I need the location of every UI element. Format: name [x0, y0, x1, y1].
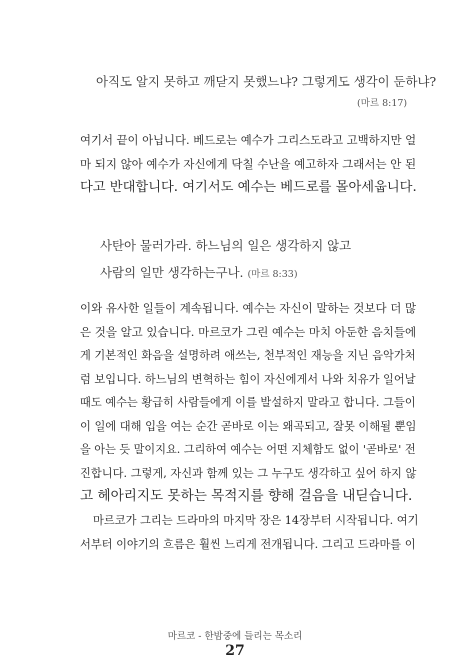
paragraph-line: 서부터 이야기의 흐름은 훨씬 느리게 전개됩니다. 그리고 드라마를 이	[80, 537, 416, 551]
quote-block-2-line-1	[100, 236, 351, 254]
paragraph-line: 은 것을 알고 있습니다. 마르코가 그린 예수는 마치 아둔한 음치들에	[80, 324, 417, 339]
paragraph-line: 마 되지 않아 예수가 자신에게 닥칠 수난을 예고하자 그래서는 안 된	[80, 156, 417, 171]
paragraph-line: 이 일에 대해 입을 여는 순간 곧바로 이는 왜곡되고, 잘못 이해될 뿐임	[80, 419, 417, 433]
paragraph-line: 럼 보입니다. 하느님의 변혁하는 힘이 자신에게서 나와 치유가 일어날	[80, 372, 416, 386]
paragraph-3	[80, 509, 418, 556]
paragraph-line: 고 헤아리지도 못하는 목적지를 향해 걸음을 내딛습니다.	[80, 488, 413, 504]
paragraph-line: 다고 반대합니다. 여기서도 예수는 베드로를 몰아세웁니다.	[80, 180, 417, 195]
quote-2-line-1: 사탄아 물러가라. 하느님의 일은 생각하지 않고	[100, 238, 352, 253]
paragraph-line: 때도 예수는 황급히 사람들에게 이를 발설하지 말라고 합니다. 그들이	[80, 396, 416, 409]
paragraph-line: 을 아는 듯 말이지요. 그리하여 예수는 어떤 지체함도 없이 '곧바로' 전	[80, 443, 416, 456]
paragraph-line: 마르코가 그리는 드라마의 마지막 장은 14장부터 시작됩니다. 여기	[93, 514, 418, 527]
quote-1-text: 아직도 알지 못하고 깨닫지 못했느냐? 그렇게도 생각이 둔하냐?	[96, 74, 437, 89]
quote-1-reference: (마르 8:17)	[357, 98, 408, 109]
paragraph-line: 진합니다. 그렇게, 자신과 함께 있는 그 누구도 생각하고 싶어 하지 않	[80, 466, 417, 480]
page-number: 27	[225, 643, 245, 659]
running-footer-book-title: 마르코 - 한밤중에 들리는 목소리	[167, 631, 303, 642]
quote-2-line-2: 사람의 일만 생각하는구나.	[100, 265, 244, 280]
paragraph-line: 게 기본적인 화음을 설명하려 애쓰는, 천부적인 재능을 지닌 음악가처	[80, 349, 416, 362]
quote-2-reference: (마르 8:33)	[247, 269, 298, 280]
paragraph-line: 이와 유사한 일들이 계속됩니다. 예수는 자신이 말하는 것보다 더 많	[80, 301, 417, 315]
quote-block-1	[96, 72, 436, 90]
paragraph-1	[80, 129, 418, 200]
quote-block-2-line-2	[100, 263, 298, 281]
paragraph-line: 여기서 끝이 아닙니다. 베드로는 예수가 그리스도라고 고백하지만 얼	[80, 133, 417, 147]
paragraph-2	[80, 297, 418, 509]
